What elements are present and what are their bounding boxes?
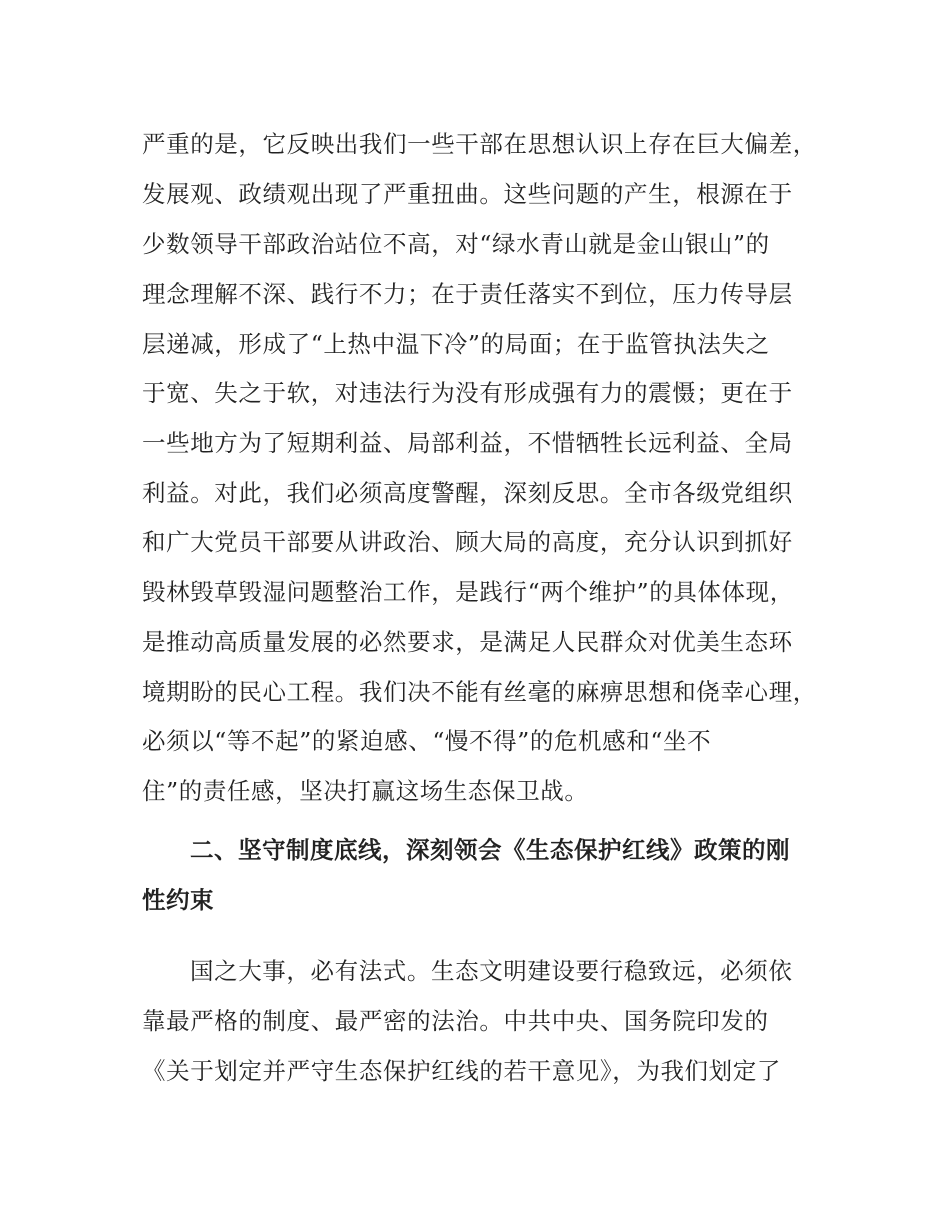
paragraph-line: 和广大党员干部要从讲政治、顾大局的高度，充分认识到抓好 <box>142 528 793 556</box>
paragraph-line: 住”的责任感，坚决打赢这场生态保卫战。 <box>142 777 589 805</box>
paragraph-line: 国之大事，必有法式。生态文明建设要行稳致远，必须依 <box>190 957 793 985</box>
paragraph-line: 层递减，形成了“上热中温下冷”的局面；在于监管执法失之 <box>142 330 770 358</box>
paragraph-line: 严重的是，它反映出我们一些干部在思想认识上存在巨大偏差， <box>142 130 817 158</box>
paragraph-line: 《关于划定并严守生态保护红线的若干意见》，为我们划定了 <box>142 1057 781 1085</box>
paragraph-line: 必须以“等不起”的紧迫感、“慢不得”的危机感和“坐不 <box>142 727 712 755</box>
paragraph-line: 理念理解不深、践行不力；在于责任落实不到位，压力传导层 <box>142 280 793 308</box>
paragraph-line: 毁林毁草毁湿问题整治工作，是践行“两个维护”的具体体现， <box>142 578 794 606</box>
paragraph-line: 靠最严格的制度、最严密的法治。中共中央、国务院印发的 <box>142 1007 769 1035</box>
section-heading: 二、坚守制度底线，深刻领会《生态保护红线》政策的刚 <box>190 836 790 864</box>
paragraph-line: 是推动高质量发展的必然要求，是满足人民群众对优美生态环 <box>142 628 793 656</box>
paragraph-line: 一些地方为了短期利益、局部利益，不惜牺牲长远利益、全局 <box>142 429 793 457</box>
paragraph-line: 于宽、失之于软，对违法行为没有形成强有力的震慑；更在于 <box>142 379 793 407</box>
paragraph-line: 少数领导干部政治站位不高，对“绿水青山就是金山银山”的 <box>142 230 770 258</box>
paragraph-line: 利益。对此，我们必须高度警醒，深刻反思。全市各级党组织 <box>142 479 793 507</box>
paragraph-line: 发展观、政绩观出现了严重扭曲。这些问题的产生，根源在于 <box>142 180 793 208</box>
section-heading: 性约束 <box>142 886 214 914</box>
paragraph-line: 境期盼的民心工程。我们决不能有丝毫的麻痹思想和侥幸心理， <box>142 678 817 706</box>
